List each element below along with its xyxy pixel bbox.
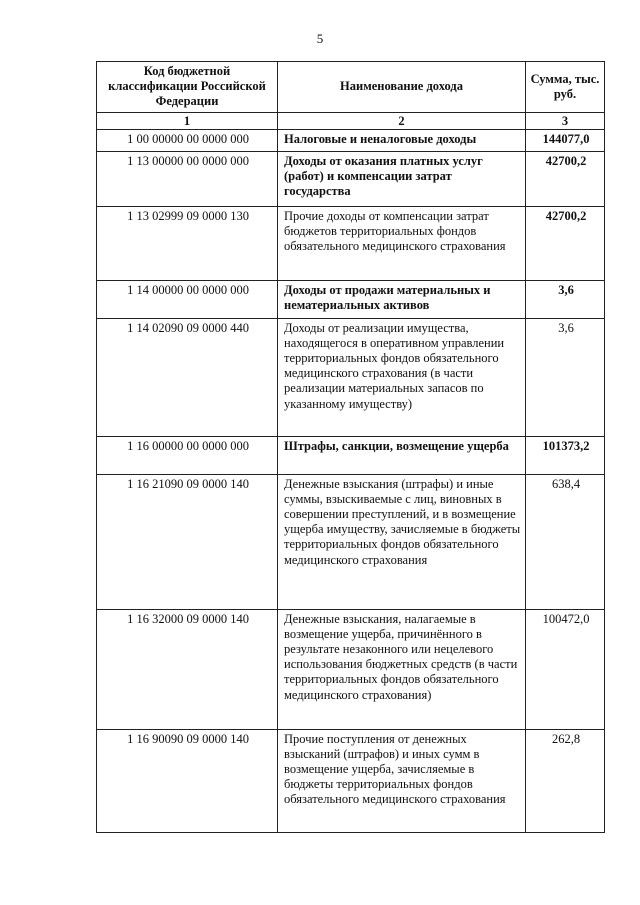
row-code: 1 16 21090 09 0000 140	[97, 474, 278, 609]
row-name: Денежные взыскания, налагаемые в возмещение ущерба, причинённого в результате незаконного или нецелевого использования бюджетных средств (в части территориальных фондов обязательного медицинского страхования)	[278, 609, 526, 729]
column-number: 3	[526, 112, 605, 129]
row-amount: 3,6	[526, 280, 605, 318]
column-number-row	[97, 112, 605, 129]
table-row	[97, 318, 605, 436]
row-code: 1 14 00000 00 0000 000	[97, 280, 278, 318]
row-name: Налоговые и неналоговые доходы	[278, 129, 526, 151]
row-code: 1 16 90090 09 0000 140	[97, 729, 278, 832]
column-number: 2	[278, 112, 526, 129]
row-name: Штрафы, санкции, возмещение ущерба	[278, 436, 526, 474]
row-name: Доходы от реализации имущества, находящегося в оперативном управлении территориальных фондов обязательного медицинского страхования (в части реализации материальных запасов по указанному имуществу)	[278, 318, 526, 436]
row-code: 1 16 32000 09 0000 140	[97, 609, 278, 729]
row-name: Денежные взыскания (штрафы) и иные суммы, взыскиваемые с лиц, виновных в совершении преступлений, и в возмещение ущерба имуществу, зачисляемые в бюджеты территориальных фондов обязательного медицинского страхования	[278, 474, 526, 609]
table-row	[97, 609, 605, 729]
row-amount: 638,4	[526, 474, 605, 609]
row-code: 1 14 02090 09 0000 440	[97, 318, 278, 436]
row-code: 1 13 02999 09 0000 130	[97, 206, 278, 280]
header-amount: Сумма, тыс. руб.	[526, 62, 605, 113]
row-code: 1 13 00000 00 0000 000	[97, 151, 278, 206]
table-row	[97, 436, 605, 474]
table-row	[97, 729, 605, 832]
row-amount: 3,6	[526, 318, 605, 436]
page-number: 5	[316, 31, 324, 46]
row-code: 1 16 00000 00 0000 000	[97, 436, 278, 474]
row-amount: 100472,0	[526, 609, 605, 729]
row-name: Доходы от продажи материальных и нематериальных активов	[278, 280, 526, 318]
header-code: Код бюджетной классификации Российской Федерации	[97, 62, 278, 113]
row-amount: 101373,2	[526, 436, 605, 474]
table-row	[97, 280, 605, 318]
row-amount: 144077,0	[526, 129, 605, 151]
table-row	[97, 206, 605, 280]
revenue-table	[96, 61, 605, 833]
row-amount: 262,8	[526, 729, 605, 832]
row-amount: 42700,2	[526, 151, 605, 206]
table-row	[97, 129, 605, 151]
column-number: 1	[97, 112, 278, 129]
row-name: Доходы от оказания платных услуг (работ) и компенсации затрат государства	[278, 151, 526, 206]
row-amount: 42700,2	[526, 206, 605, 280]
row-name: Прочие доходы от компенсации затрат бюджетов территориальных фондов обязательного медицинского страхования	[278, 206, 526, 280]
row-name: Прочие поступления от денежных взысканий (штрафов) и иных сумм в возмещение ущерба, зачисляемые в бюджеты территориальных фондов обязательного медицинского страхования	[278, 729, 526, 832]
table-header-row	[97, 62, 605, 113]
row-code: 1 00 00000 00 0000 000	[97, 129, 278, 151]
header-name: Наименование дохода	[278, 62, 526, 113]
table-row	[97, 151, 605, 206]
table-row	[97, 474, 605, 609]
